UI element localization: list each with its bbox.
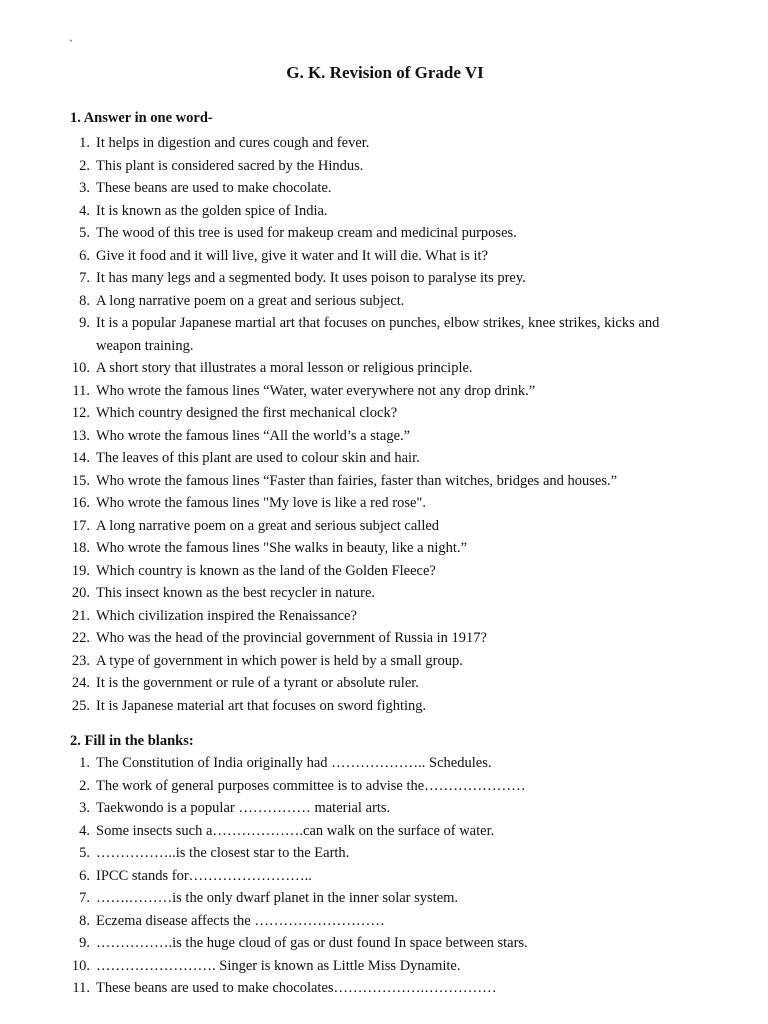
question-text: …………….is the huge cloud of gas or dust found In space between stars. [96,935,528,951]
question-text: ……………………. Singer is known as Little Miss Dynamite. [96,957,461,974]
question-text: This insect known as the best recycler in nature. [96,585,376,601]
question-text: Who wrote the famous lines "My love is like a red rose". [96,495,426,511]
question-item [0,245,716,268]
question-item [0,290,716,313]
question-number: 1. [79,755,90,771]
question-item [0,650,716,673]
question-number: 7. [79,890,90,906]
question-text: The Constitution of India originally had ……………….. Schedules. [96,755,492,771]
question-text: Which country is known as the land of the Golden Fleece? [96,562,436,579]
question-item [0,775,716,798]
question-item [0,695,716,718]
question-number: 13. [71,427,90,444]
question-number: 21. [71,607,90,624]
question-text: It is a popular Japanese martial art that focuses on punches, elbow strikes, knee strikes, kicks and weapon training. [96,315,660,354]
question-item [0,955,716,978]
question-item [0,357,716,380]
question-item [0,605,716,628]
question-item [0,155,716,178]
question-text: The work of general purposes committee is to advise the………………… [96,777,526,794]
question-number: 25. [71,697,90,714]
stray-mark: ` [69,37,73,51]
question-number: 4. [79,202,90,219]
question-number: 6. [79,247,90,264]
question-text: …….………is the only dwarf planet in the inner solar system. [96,890,459,906]
question-text: Who wrote the famous lines “Faster than fairies, faster than witches, bridges and houses.” [96,472,618,489]
question-item [0,267,716,290]
question-item [0,132,716,155]
question-number: 8. [79,912,90,929]
question-number: 17. [71,517,90,534]
question-list-fill-blanks [0,752,716,1000]
question-number: 23. [71,652,90,669]
question-item [0,222,716,245]
question-text: Who was the head of the provincial government of Russia in 1917? [96,630,487,646]
question-number: 11. [72,382,90,399]
question-text: Eczema disease affects the ……………………… [96,912,385,929]
page-title: G. K. Revision of Grade VI [286,63,484,82]
question-number: 3. [79,180,90,196]
question-item [0,910,716,933]
question-number: 24. [71,675,90,691]
question-text: IPCC stands for…………………….. [96,867,312,884]
question-number: 19. [71,562,90,579]
question-number: 9. [79,935,90,951]
question-item [0,977,716,1000]
question-item [0,177,716,200]
question-item [0,470,716,493]
question-text: Who wrote the famous lines “Water, water everywhere not any drop drink.” [96,382,536,399]
question-text: It is known as the golden spice of India. [96,202,328,219]
question-text: Who wrote the famous lines "She walks in beauty, like a night.” [96,540,468,556]
question-number: 5. [79,225,90,241]
question-number: 16. [71,495,90,511]
question-item [0,537,716,560]
question-item [0,425,716,448]
question-text: A short story that illustrates a moral lesson or religious principle. [96,360,473,376]
question-item [0,447,716,470]
question-number: 10. [71,957,90,974]
question-text: A long narrative poem on a great and serious subject called [96,517,440,534]
question-text: It has many legs and a segmented body. It uses poison to paralyse its prey. [96,270,526,286]
question-text: A long narrative poem on a great and serious subject. [96,292,405,309]
question-number: 14. [71,450,90,466]
question-text: It helps in digestion and cures cough and fever. [96,135,370,151]
question-text: A type of government in which power is held by a small group. [96,652,463,669]
question-item [0,402,716,425]
question-number: 10. [71,360,90,376]
question-item [0,752,716,775]
section-heading-answer-one-word: 1. Answer in one word- [70,110,213,126]
question-item [0,627,716,650]
question-item [0,672,716,695]
question-text: Taekwondo is a popular …………… material arts. [96,800,391,816]
section-heading-fill-blanks: 2. Fill in the blanks: [70,733,194,749]
question-number: 7. [79,270,90,286]
question-number: 5. [79,845,90,861]
question-text: The leaves of this plant are used to colour skin and hair. [96,450,420,466]
question-number: 1. [79,135,90,151]
question-number: 18. [71,540,90,556]
question-text: It is Japanese material art that focuses on sword fighting. [96,697,427,714]
question-item [0,842,716,865]
question-item [0,380,716,403]
question-text: These beans are used to make chocolates……………….…………… [96,980,497,996]
question-number: 20. [71,585,90,601]
question-number: 11. [72,980,90,996]
question-list-answer-one-word [0,132,716,717]
question-number: 2. [79,777,90,794]
question-text: This plant is considered sacred by the Hindus. [96,157,364,174]
question-item [0,560,716,583]
question-number: 15. [71,472,90,489]
question-item [0,582,716,605]
question-text: These beans are used to make chocolate. [96,180,332,196]
question-number: 9. [79,315,90,331]
question-item [0,932,716,955]
question-text: The wood of this tree is used for makeup cream and medicinal purposes. [96,225,517,241]
question-text: Who wrote the famous lines “All the world’s a stage.” [96,427,411,444]
question-number: 8. [79,292,90,309]
question-item [0,515,716,538]
question-text: Which country designed the first mechanical clock? [96,405,398,421]
question-number: 3. [79,800,90,816]
question-item [0,200,716,223]
question-text: ……………..is the closest star to the Earth. [96,845,350,861]
question-text: Give it food and it will live, give it water and It will die. What is it? [96,247,488,264]
question-item [0,865,716,888]
question-text: It is the government or rule of a tyrant or absolute ruler. [96,675,419,691]
question-number: 12. [71,405,90,421]
question-text: Some insects such a……………….can walk on the surface of water. [96,822,495,839]
question-item [0,820,716,843]
question-item [0,492,716,515]
question-item [0,887,716,910]
question-text: Which civilization inspired the Renaissance? [96,607,357,624]
question-item [0,797,716,820]
question-number: 22. [71,630,90,646]
question-number: 4. [79,822,90,839]
question-item [0,312,686,357]
question-number: 2. [79,157,90,174]
question-number: 6. [79,867,90,884]
